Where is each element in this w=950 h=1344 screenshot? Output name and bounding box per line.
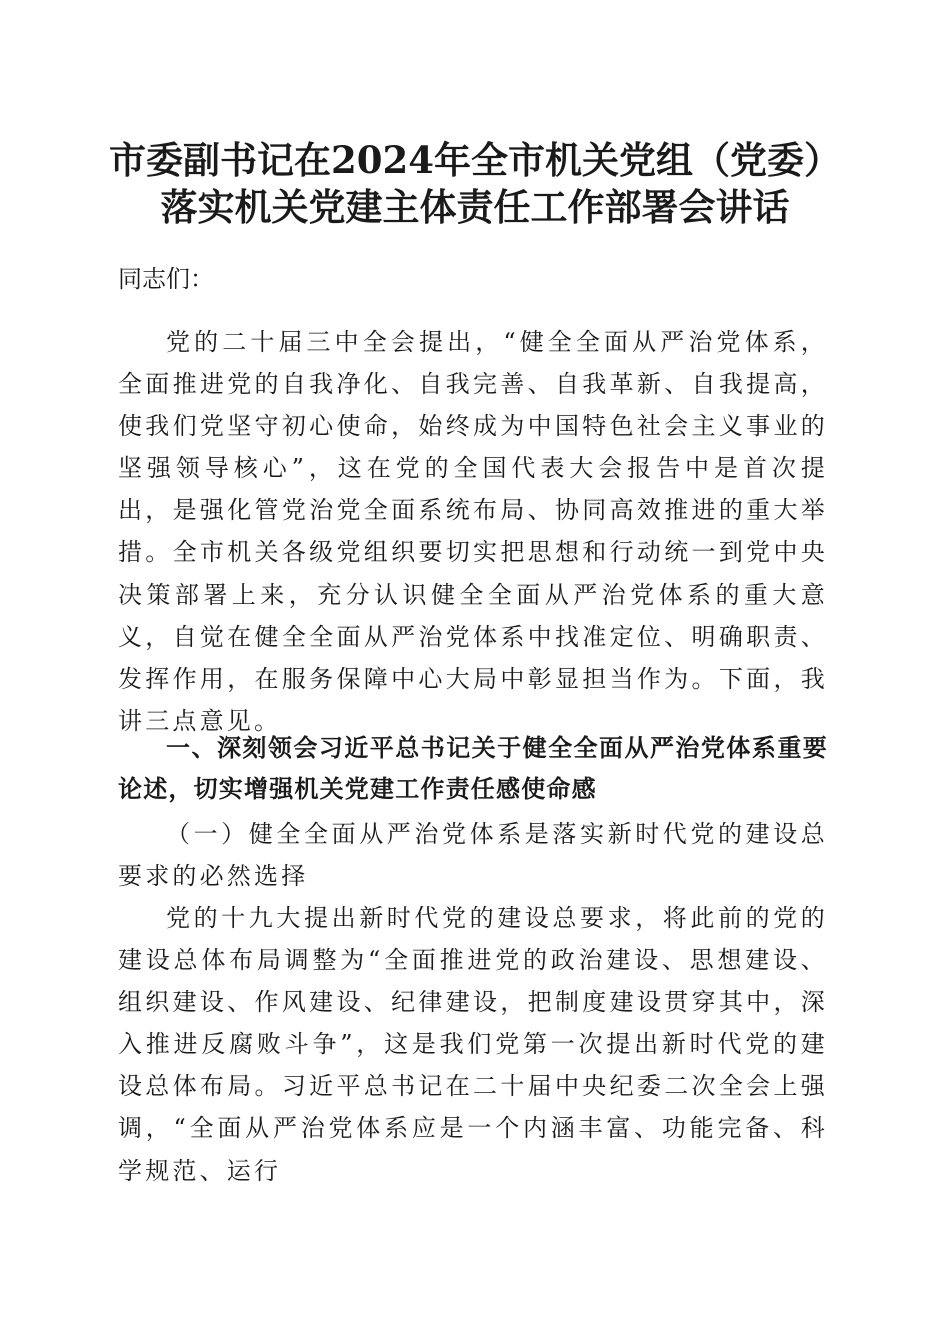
section-heading-1: 一、深刻领会习近平总书记关于健全全面从严治党体系重要论述，切实增强机关党建工作责任感使命感 [118,734,828,803]
document-title-line2: 落实机关党建主体责任工作部署会讲话 [160,185,790,229]
subsection-heading-1: （一）健全全面从严治党体系是落实新时代党的建设总要求的必然选择 [118,820,828,890]
document-title-line1: 市委副书记在2024年全市机关党组（党委） [109,138,841,182]
salutation: 同志们： [118,265,214,293]
paragraph-intro: 党的二十届三中全会提出，“健全全面从严治党体系，全面推进党的自我净化、自我完善、自我革新、自我提高，使我们党坚守初心使命，始终成为中国特色社会主义事业的坚强领导核心”，这在党的全国代表大会报告中是首次提出，是强化管党治党全面系统布局、协同高效推进的重大举措。全市机关各级党组织要切实把思想和行动统一到党中央决策部署上来，充分认识健全全面从严治党体系的重大意义，自觉在健全全面从严治党体系中找准定位、明确职责、发挥作用，在服务保障中心大局中彰显担当作为。下面，我讲三点意见。 [118,328,828,735]
paragraph-body: 党的十九大提出新时代党的建设总要求，将此前的党的建设总体布局调整为“全面推进党的政治建设、思想建设、组织建设、作风建设、纪律建设，把制度建设贯穿其中，深入推进反腐败斗争”，这是我们党第一次提出新时代党的建设总体布局。习近平总书记在二十届中央纪委二次全会上强调，“全面从严治党体系应是一个内涵丰富、功能完备、科学规范、运行 [118,904,828,1185]
